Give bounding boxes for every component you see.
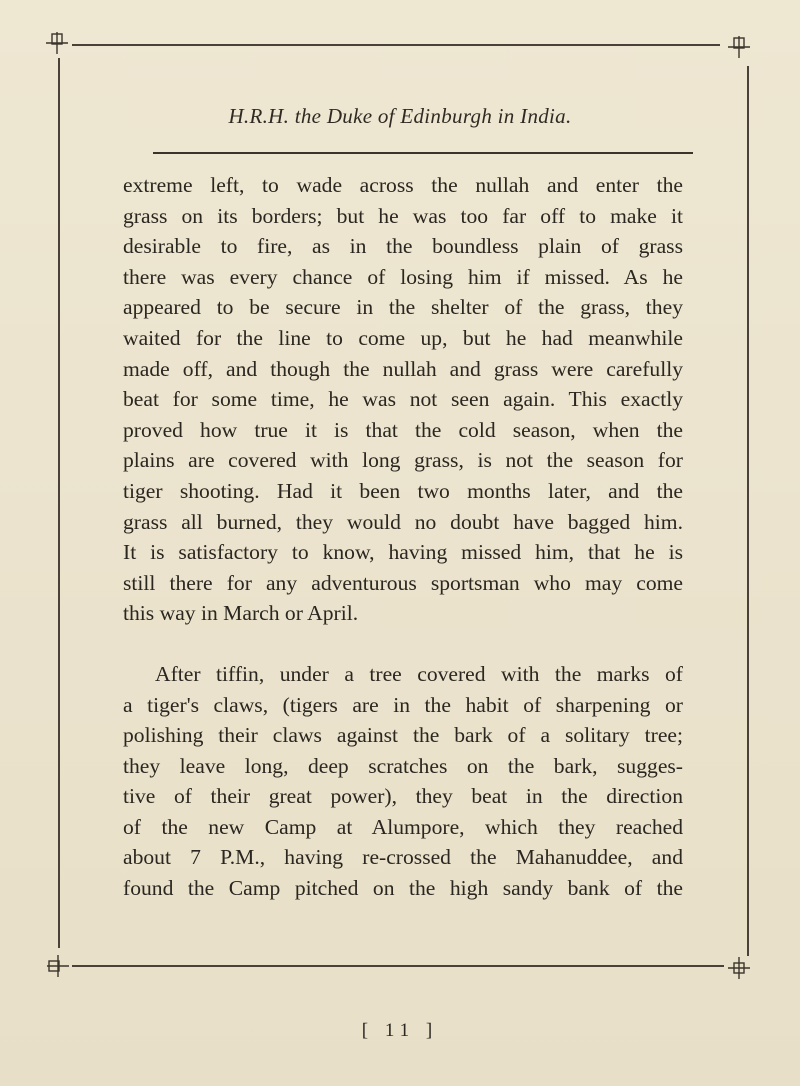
body-text [123, 170, 683, 904]
page-number: [ 11 ] [361, 1020, 439, 1041]
text-line: waited for the line to come up, but he had meanwhile [123, 325, 683, 350]
corner-ornament-icon [728, 36, 750, 58]
text-line: proved how true it is that the cold season, when the [123, 417, 683, 442]
paragraph-gap [123, 629, 683, 659]
text-line: tive of their great power), they beat in the direction [123, 784, 683, 809]
text-line: a tiger's claws, (tigers are in the habit of sharpening or [123, 692, 683, 717]
text-line: extreme left, to wade across the nullah and enter the [123, 173, 683, 197]
corner-ornament-icon [47, 955, 69, 977]
text-line: polishing their claws against the bark of a solitary tree; [123, 723, 683, 748]
corner-ornament-icon [728, 957, 750, 979]
border-right-rule [747, 66, 749, 956]
text-line: It is satisfactory to know, having missed him, that he is [123, 540, 683, 565]
text-line: beat for some time, he was not seen again. This exactly [123, 387, 683, 412]
text-line: grass all burned, they would no doubt have bagged him. [123, 509, 683, 534]
text-line: grass on its borders; but he was too far off to make it [123, 203, 683, 228]
text-line: this way in March or April. [123, 601, 359, 626]
text-line: desirable to fire, as in the boundless plain of grass [123, 234, 683, 259]
text-line: made off, and though the nullah and grass were carefully [123, 356, 683, 381]
text-line: plains are covered with long grass, is not the season for [123, 448, 683, 473]
text-line: found the Camp pitched on the high sandy bank of the [123, 876, 683, 901]
text-line: about 7 P.M., having re-crossed the Mahanuddee, and [123, 845, 683, 870]
border-left-rule [58, 58, 60, 948]
text-line: After tiffin, under a tree covered with the marks of [155, 661, 683, 686]
text-line: of the new Camp at Alumpore, which they reached [123, 814, 683, 839]
corner-ornament-icon [46, 32, 68, 54]
paragraph-2 [123, 659, 683, 904]
paragraph-1 [123, 170, 683, 629]
border-bottom-rule [72, 965, 724, 967]
text-line: tiger shooting. Had it been two months later, and the [123, 478, 683, 503]
border-top-rule [72, 44, 720, 46]
running-head: H.R.H. the Duke of Edinburgh in India. [228, 104, 572, 128]
text-line: there was every chance of losing him if missed. As he [123, 264, 683, 289]
text-line: they leave long, deep scratches on the bark, sugges- [123, 753, 683, 778]
text-line: still there for any adventurous sportsman who may come [123, 570, 683, 595]
text-line: appeared to be secure in the shelter of the grass, they [123, 295, 683, 320]
header-rule [153, 152, 693, 154]
